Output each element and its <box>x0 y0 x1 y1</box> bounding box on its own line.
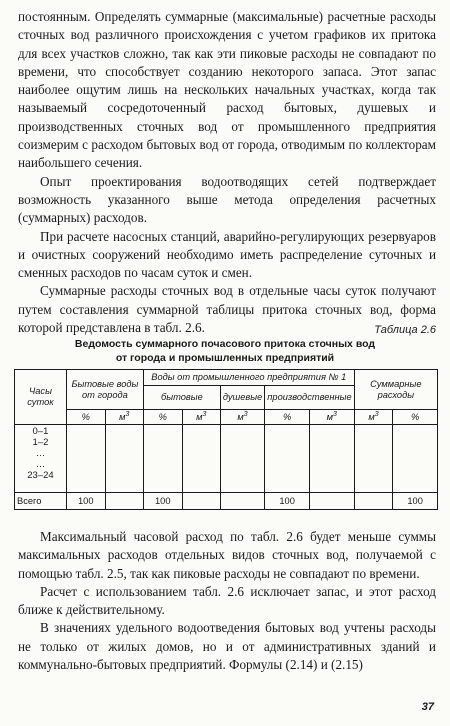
inflow-table <box>14 369 438 510</box>
table-label: Таблица 2.6 <box>374 324 436 336</box>
paragraph: Расчет с использованием табл. 2.6 исключает запас, и этот расход ближе к действительному. <box>18 583 436 618</box>
data-cell <box>220 425 264 493</box>
total-value: 100 <box>66 493 105 510</box>
unit-cell: % <box>393 410 438 425</box>
unit-cell: % <box>66 410 105 425</box>
hour-label: 1–2 <box>32 437 49 448</box>
table-title <box>40 337 410 365</box>
data-cell <box>354 425 393 493</box>
unit-cell: % <box>265 410 310 425</box>
paragraph: В значениях удельного водоотведения бытовых вод учтены расходы не только от жилых домов, но и от административных зданий и коммунально-бытовых предприятий. Формулы (2.14) и (2.15) <box>18 620 436 673</box>
top-text-block <box>18 8 436 337</box>
header-domestic: Бытовые воды от города <box>66 370 143 410</box>
unit-cell: $м^3$ <box>354 410 393 425</box>
data-cell <box>66 425 105 493</box>
total-label: Всего <box>15 493 67 510</box>
total-empty <box>309 493 354 510</box>
header-plant-production: производственные <box>265 386 354 410</box>
paragraph: Опыт проектирования водоотводящих сетей подтверждает возможность указанного выше метода определения расчетных (суммарных) расходов. <box>18 173 436 226</box>
unit-cell: % <box>143 410 182 425</box>
data-cell <box>182 425 220 493</box>
paragraph: Максимальный часовой расход по табл. 2.6 будет меньше суммы максимальных расходов отдельных видов сточных вод, получаемой с помощью табл. 2.5, так как пиковые расходы не совпадают по времени. <box>18 529 436 581</box>
unit-cell: $м^3$ <box>309 410 354 425</box>
total-empty <box>220 493 264 510</box>
total-value: 100 <box>265 493 310 510</box>
unit-cell: $м^3$ <box>220 410 264 425</box>
header-plant-shower: душевые <box>220 386 264 410</box>
paragraph: постоянным. Определять суммарные (максимальные) расчетные расходы сточных вод различного происхождения с учетом графиков их притока для всех участков сложно, так как эти пиковые расходы не совпадают по времени, что способствует созданию некоторого запаса. Этот запас наиболее ощутим лишь на нескольких начальных участках, когда так называемый сосредоточенный расход бытовых, душевых и производственных сточных вод от промышленного предприятия соизмерим с расходом бытовых вод от города, отводимым по коллекторам наибольшего сечения. <box>18 9 436 171</box>
table-title-line: от города и промышленных предприятий <box>115 352 335 364</box>
hour-label: 23–24 <box>27 470 54 481</box>
unit-cell: $м^3$ <box>105 410 143 425</box>
data-cell <box>143 425 182 493</box>
header-total: Суммарные расходы <box>354 370 437 410</box>
bottom-text-block <box>18 528 436 674</box>
header-plant: Воды от промышленного предприятия № 1 <box>143 370 354 386</box>
data-cell <box>105 425 143 493</box>
header-plant-domestic: бытовые <box>143 386 220 410</box>
data-cell <box>265 425 310 493</box>
total-empty <box>354 493 393 510</box>
total-empty <box>182 493 220 510</box>
hours-cell <box>15 425 67 493</box>
unit-cell: $м^3$ <box>182 410 220 425</box>
paragraph: Суммарные расходы сточных вод в отдельные часы суток получают путем составления суммарной таблицы притока сточных вод, форма которой представлена в табл. 2.6. <box>18 283 436 336</box>
data-cell <box>309 425 354 493</box>
data-cell <box>393 425 438 493</box>
paragraph: При расчете насосных станций, аварийно-регулирующих резервуаров и очистных сооружений необходимо иметь распределение суточных и сменных расходов по часам суток и смен. <box>18 228 436 281</box>
page-number: 37 <box>421 701 434 713</box>
hour-label: … <box>35 448 46 459</box>
total-value: 100 <box>393 493 438 510</box>
hour-label: … <box>35 459 46 470</box>
total-value: 100 <box>143 493 182 510</box>
hour-label: 0–1 <box>32 426 49 437</box>
table-title-line: Ведомость суммарного почасового притока сточных вод <box>74 338 376 350</box>
total-empty <box>105 493 143 510</box>
header-hours: Часы суток <box>15 370 67 425</box>
